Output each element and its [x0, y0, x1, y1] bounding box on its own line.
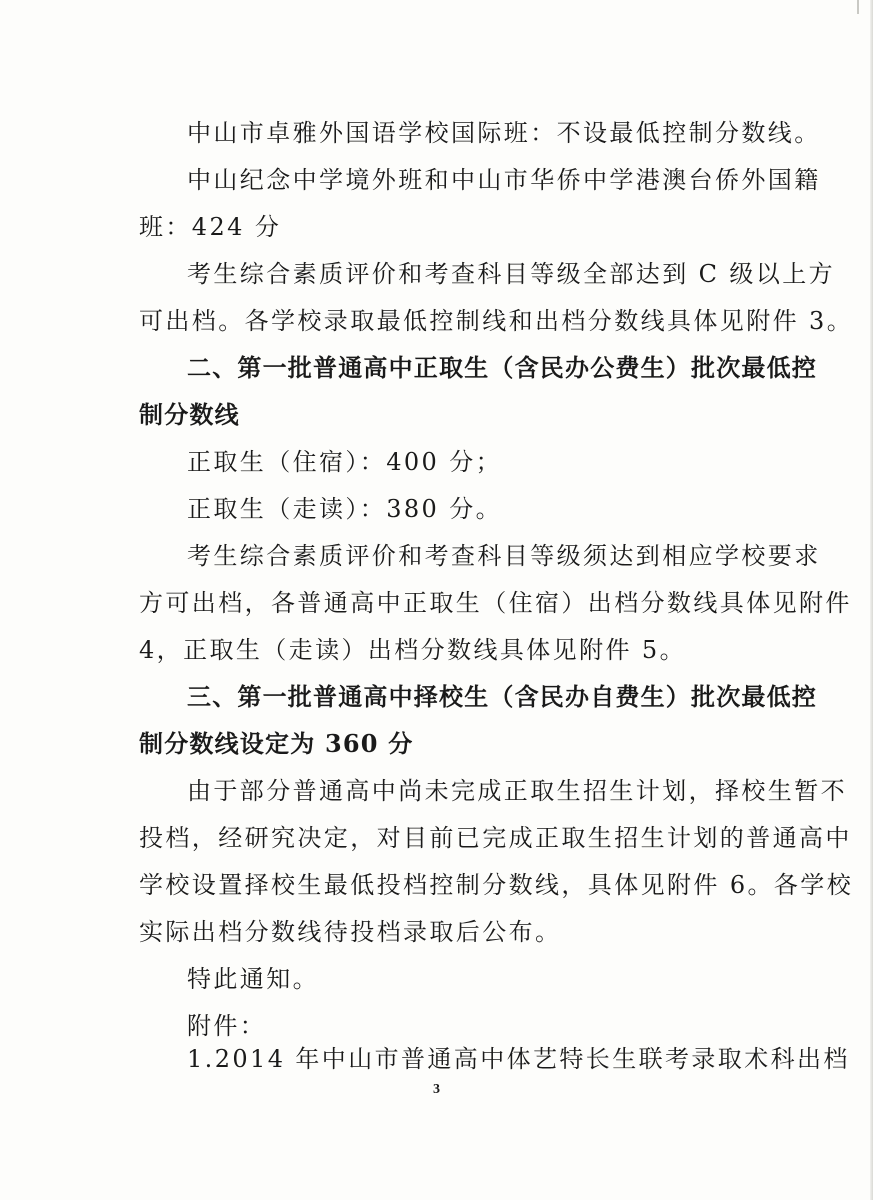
- paragraph-line-attachment-6: 学校设置择校生最低投档控制分数线，具体见附件 6。各学校: [139, 871, 854, 899]
- paragraph-line-zhuoya: 中山市卓雅外国语学校国际班：不设最低控制分数线。: [187, 119, 821, 147]
- paragraph-line-decision: 投档，经研究决定，对目前已完成正取生招生计划的普通高中: [139, 824, 852, 852]
- section-heading-two: 二、第一批普通高中正取生（含民办公费生）批次最低控: [187, 353, 817, 382]
- paragraph-line-attachment-3: 可出档。各学校录取最低控制线和出档分数线具体见附件 3。: [139, 307, 854, 335]
- paragraph-line-attachment-5: 4，正取生（走读）出档分数线具体见附件 5。: [139, 636, 686, 664]
- paragraph-line-announce: 实际出档分数线待投档录取后公布。: [139, 918, 562, 946]
- paragraph-line-plan: 由于部分普通高中尚未完成正取生招生计划，择校生暂不: [187, 777, 847, 805]
- notice-closing: 特此通知。: [187, 965, 319, 993]
- score-boarding: 正取生（住宿）：400 分；: [187, 448, 503, 476]
- attachments-label: 附件：: [187, 1012, 267, 1040]
- score-day-student: 正取生（走读）：380 分。: [187, 495, 503, 523]
- section-heading-three: 三、第一批普通高中择校生（含民办自费生）批次最低控: [187, 682, 817, 711]
- scan-mark: [857, 0, 859, 14]
- paragraph-line-score-424: 班：424 分: [139, 213, 282, 241]
- paragraph-line-jinian: 中山纪念中学境外班和中山市华侨中学港澳台侨外国籍: [187, 166, 821, 194]
- section-heading-three-cont: 制分数线设定为 360 分: [139, 729, 414, 758]
- attachment-item-1: 1.2014 年中山市普通高中体艺特长生联考录取术科出档: [187, 1045, 850, 1073]
- paragraph-line-grade-c: 考生综合素质评价和考查科目等级全部达到 C 级以上方: [187, 260, 836, 288]
- page-number: 3: [433, 1082, 440, 1097]
- paragraph-line-attachment-4: 方可出档，各普通高中正取生（住宿）出档分数线具体见附件: [139, 589, 852, 617]
- paragraph-line-requirement: 考生综合素质评价和考查科目等级须达到相应学校要求: [187, 542, 821, 570]
- section-heading-two-cont: 制分数线: [139, 400, 240, 429]
